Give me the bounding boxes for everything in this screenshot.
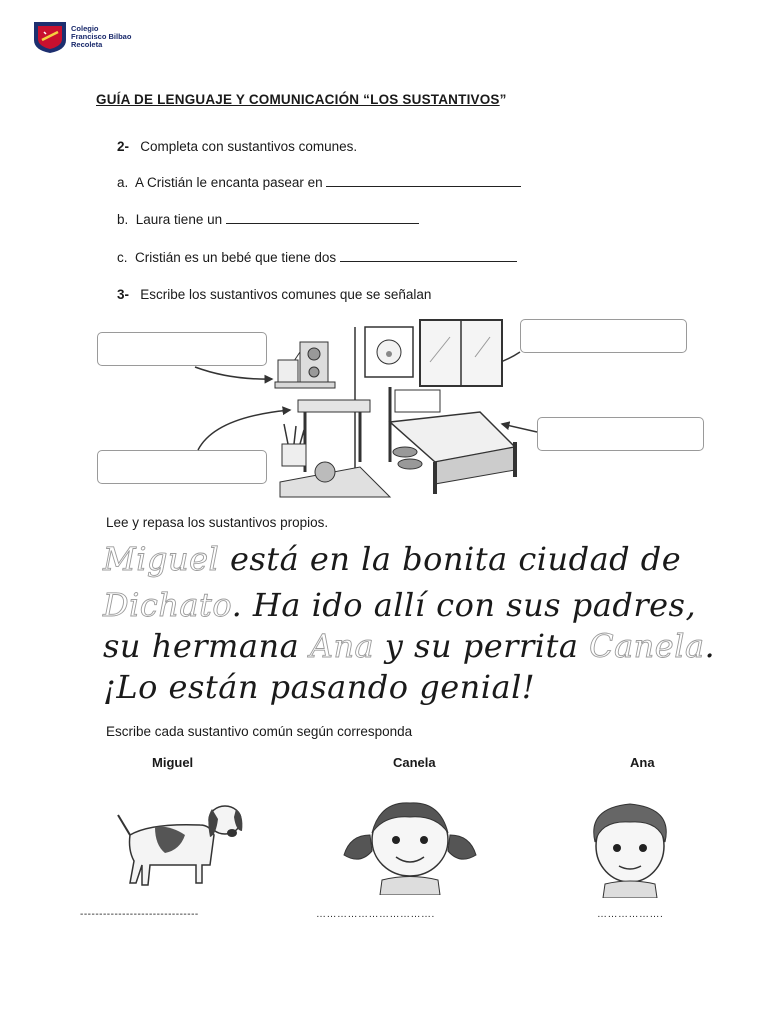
label-box-bed[interactable] [537,417,704,451]
arrow-to-lamp [198,410,290,450]
reading-line-3 [103,627,715,665]
school-name [71,25,131,49]
item-letter: c. [117,250,128,265]
page-title-close-quote: ” [499,92,507,107]
answer-line-girl[interactable]: ……………………………. [316,909,435,920]
reading-line-4 [103,668,535,706]
reading-text: ¡Lo están pasando genial! [103,668,536,706]
school-crest-icon [32,20,68,54]
girl-illustration [340,795,480,895]
exercise-3-instruction: Escribe los sustantivos comunes que se señalan [140,287,432,302]
name-miguel: Miguel [152,755,194,770]
bedroom-illustration [190,312,540,502]
dog-illustration [110,795,250,895]
exercise-3-heading [117,287,431,302]
exercise-2-heading [117,139,357,154]
exercise-2-item-c [117,249,517,265]
reading-text: . [704,627,716,665]
item-text: A Cristián le encanta pasear en [135,175,323,190]
answer-blank[interactable] [340,249,517,262]
item-letter: a. [117,175,129,190]
page-title [96,92,507,107]
name-ana: Ana [630,755,655,770]
exercise-2-number: 2- [117,139,130,154]
classify-instruction: Escribe cada sustantivo común según corresponda [106,724,413,739]
reading-text: . Ha ido allí con sus padres, [231,586,697,624]
reading-instruction: Lee y repasa los sustantivos propios. [106,515,329,530]
reading-line-1 [103,540,681,578]
reading-text: y su perrita [374,627,590,665]
arrow-to-bed [502,424,537,432]
item-text: Laura tiene un [135,212,223,227]
proper-noun-trace: Dichato [103,586,232,624]
name-canela: Canela [393,755,436,770]
school-name-line-2: Francisco Bilbao [71,32,132,41]
proper-noun-trace: Canela [589,627,705,665]
answer-blank[interactable] [226,211,419,224]
proper-noun-trace: Miguel [103,540,220,578]
exercise-2-item-b [117,211,419,227]
exercise-2-instruction: Completa con sustantivos comunes. [140,139,358,154]
label-box-window[interactable] [520,319,687,353]
answer-line-dog[interactable]: ------------------------------- [80,909,199,920]
answer-blank[interactable] [326,174,521,187]
school-logo [32,20,68,54]
exercise-3-number: 3- [117,287,130,302]
answer-line-boy[interactable]: ………………. [597,909,664,920]
school-name-line-3: Recoleta [71,40,103,49]
boy-illustration [575,798,685,898]
arrow-to-stereo [195,367,272,379]
proper-noun-trace: Ana [309,627,375,665]
page-title-main: GUÍA DE LENGUAJE Y COMUNICACIÓN “LOS SUSTANTIVOS [96,92,500,107]
reading-line-2 [103,586,696,624]
reading-text: está en la bonita ciudad de [219,540,682,578]
exercise-2-item-a [117,174,521,190]
reading-text: su hermana [103,627,310,665]
item-text: Cristián es un bebé que tiene dos [135,250,337,265]
item-letter: b. [117,212,129,227]
school-name-line-1: Colegio [71,24,99,33]
